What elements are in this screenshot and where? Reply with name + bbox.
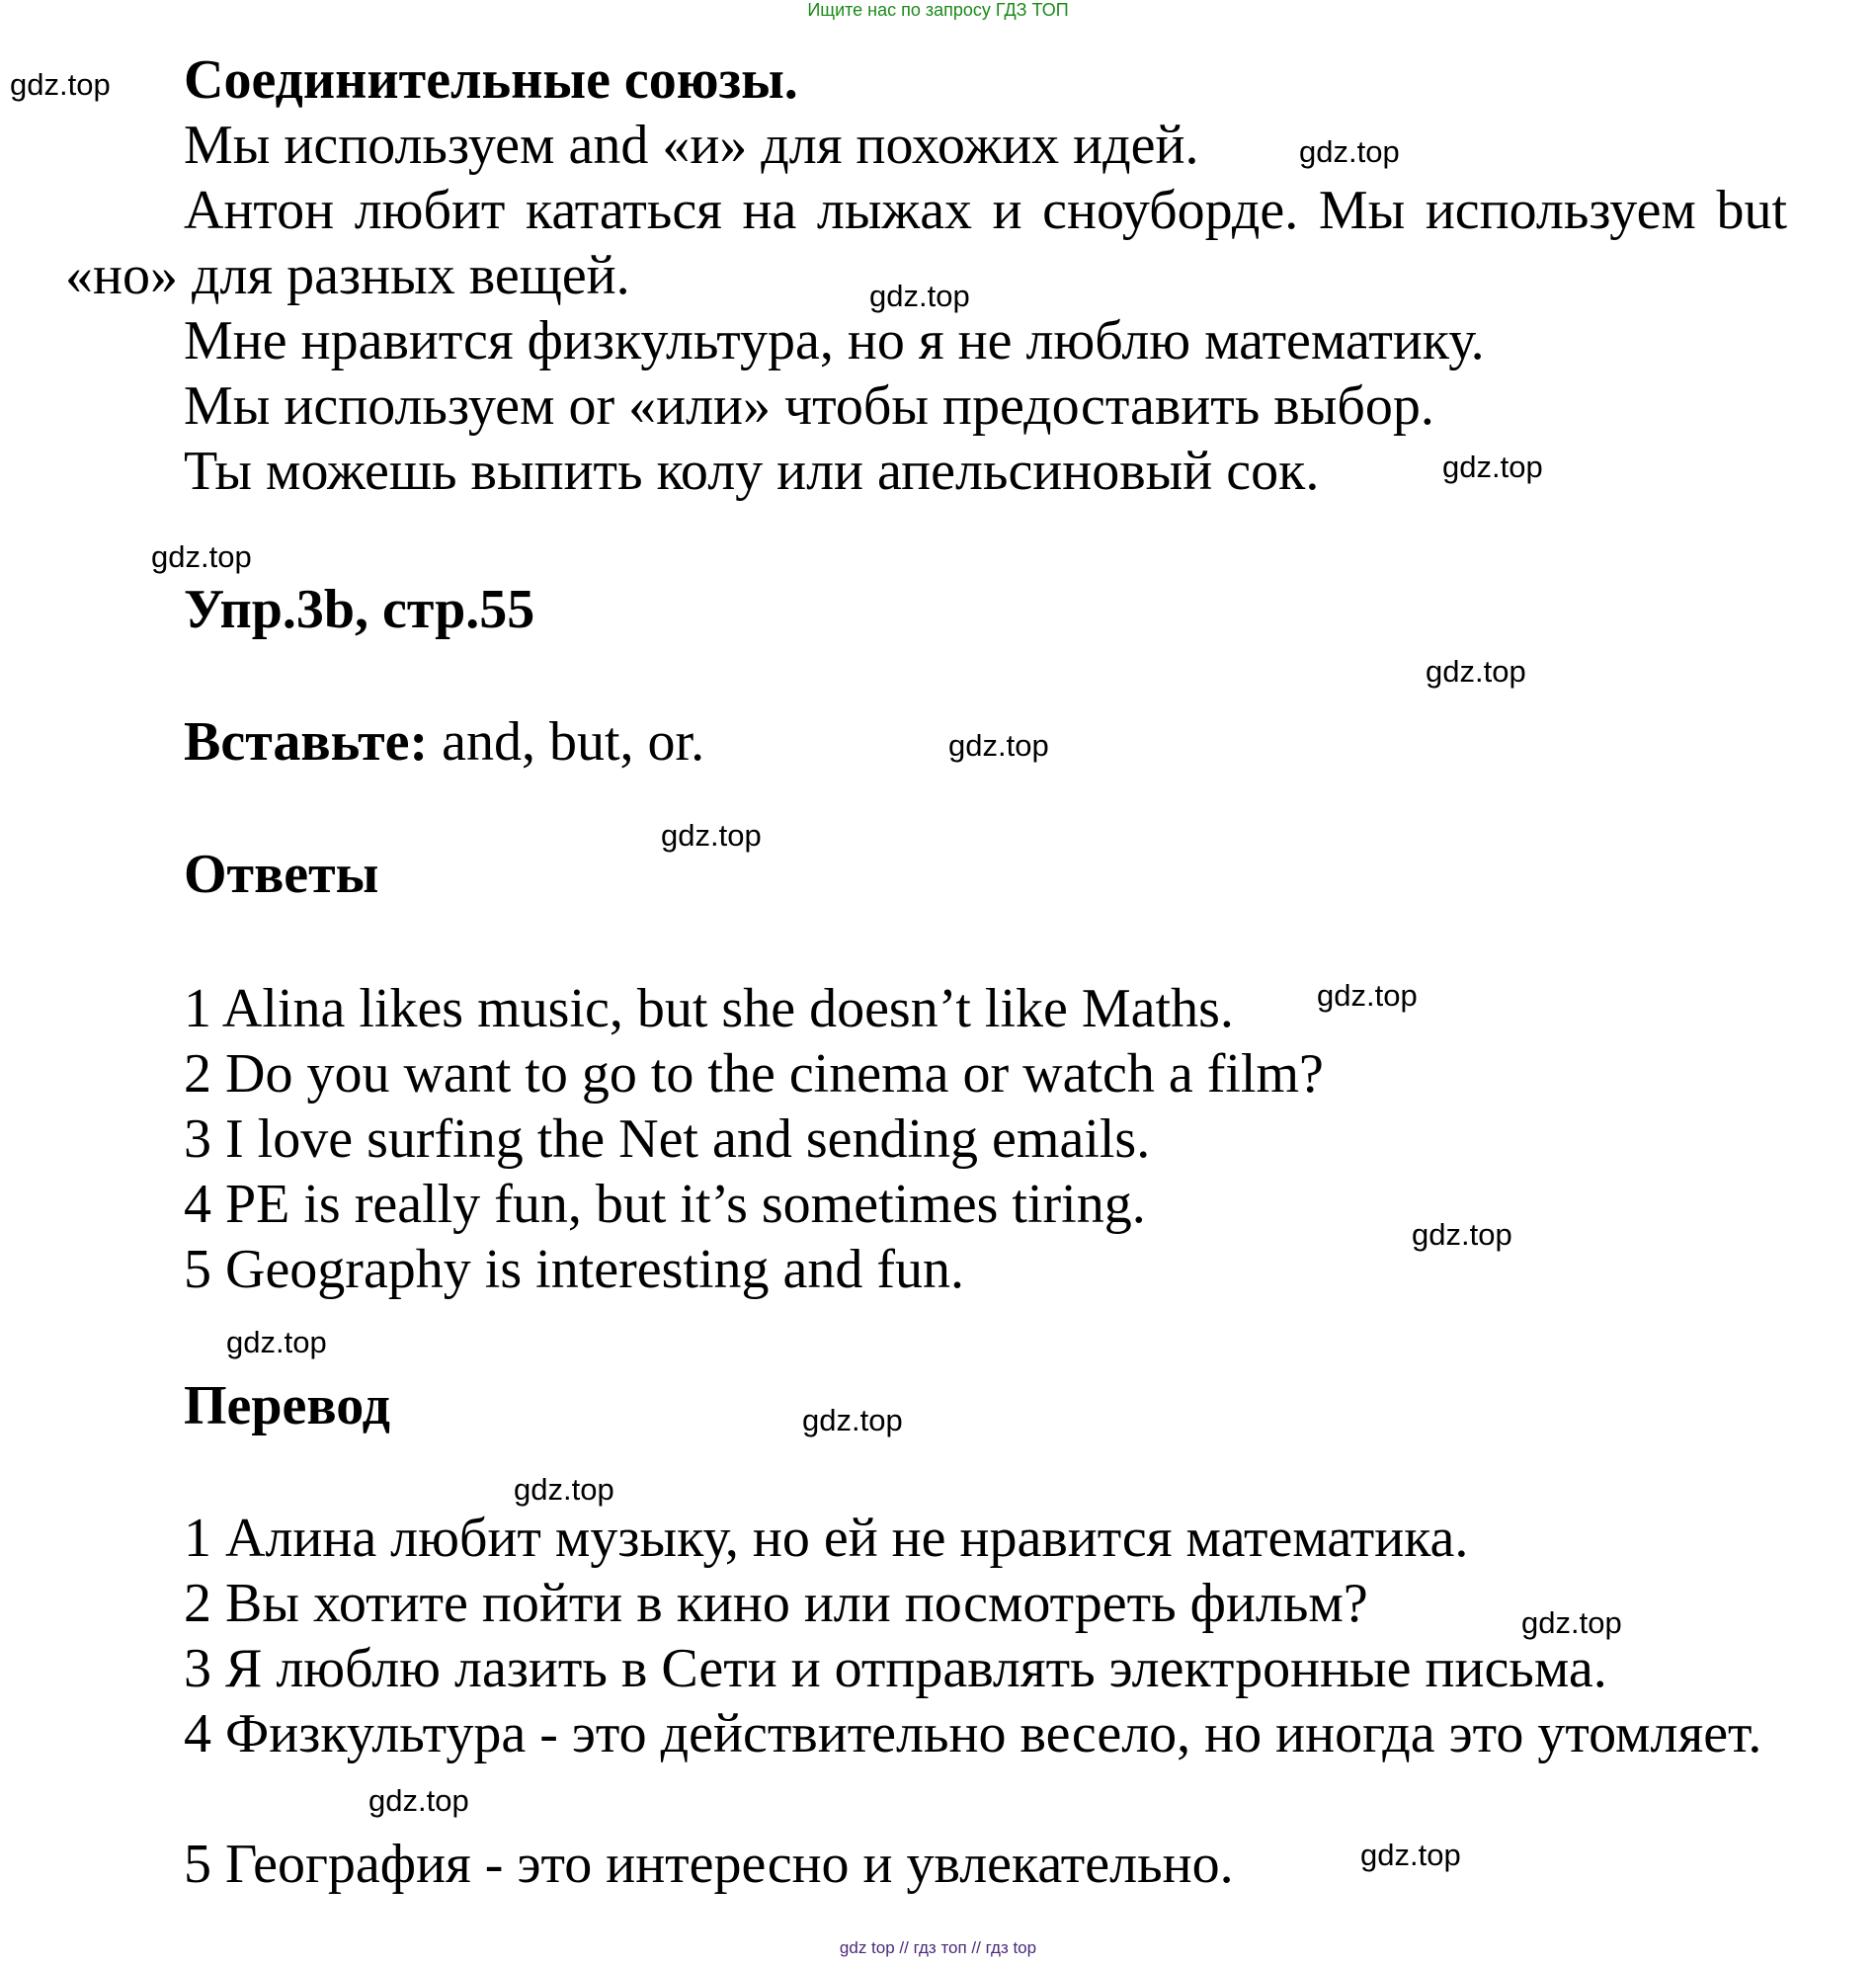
watermark: gdz.top xyxy=(514,1472,614,1507)
intro-line-example-or: Ты можешь выпить колу или апельсиновый сок. xyxy=(184,441,1320,502)
translation-item-5: 5 География - это интересно и увлекательно. xyxy=(184,1834,1234,1895)
watermark: gdz.top xyxy=(1360,1838,1461,1872)
watermark: gdz.top xyxy=(226,1325,327,1359)
translation-heading: Перевод xyxy=(184,1375,390,1436)
answer-item-3: 3 I love surfing the Net and sending emails. xyxy=(184,1108,1151,1170)
intro-paragraph: Антон любит кататься на лыжах и сноуборде. Мы используем but «но» для разных вещей. xyxy=(65,180,1787,306)
watermark: gdz.top xyxy=(1426,654,1526,689)
intro-line-example-but: Мне нравится физкультура, но я не люблю математику. xyxy=(184,310,1485,371)
answer-item-2: 2 Do you want to go to the cinema or watch a film? xyxy=(184,1043,1324,1105)
watermark: gdz.top xyxy=(661,818,762,853)
answer-item-1: 1 Alina likes music, but she doesn’t like Maths. xyxy=(184,978,1234,1039)
watermark: gdz.top xyxy=(151,539,252,574)
watermark: gdz.top xyxy=(1299,134,1400,169)
translation-item-4: 4 Физкультура - это действительно весело, но иногда это утомляет. xyxy=(184,1703,1762,1764)
watermark: gdz.top xyxy=(1317,978,1418,1013)
exercise-heading: Упр.3b, стр.55 xyxy=(184,579,535,640)
bottom-banner-link[interactable]: gdz top // гдз топ // гдз top xyxy=(839,1938,1037,1957)
translation-item-2: 2 Вы хотите пойти в кино или посмотреть фильм? xyxy=(184,1573,1368,1634)
translation-item-3: 3 Я люблю лазить в Сети и отправлять электронные письма. xyxy=(184,1638,1607,1699)
intro-line-or: Мы используем or «или» чтобы предоставить выбор. xyxy=(184,375,1434,437)
top-banner-link[interactable]: Ищите нас по запросу ГДЗ ТОП xyxy=(807,0,1069,20)
watermark: gdz.top xyxy=(1442,450,1543,484)
answer-item-4: 4 PE is really fun, but it’s sometimes tiring. xyxy=(184,1174,1146,1235)
intro-line-and: Мы используем and «и» для похожих идей. xyxy=(184,115,1199,176)
watermark: gdz.top xyxy=(368,1783,469,1818)
watermark: gdz.top xyxy=(10,67,111,102)
watermark: gdz.top xyxy=(948,728,1049,763)
watermark: gdz.top xyxy=(802,1403,903,1437)
answer-item-5: 5 Geography is interesting and fun. xyxy=(184,1239,965,1300)
answers-heading: Ответы xyxy=(184,844,379,905)
watermark: gdz.top xyxy=(1412,1217,1512,1252)
exercise-instruction xyxy=(184,709,704,775)
instruction-label: Вставьте: xyxy=(184,711,429,773)
watermark: gdz.top xyxy=(1521,1605,1622,1640)
instruction-words: and, but, or. xyxy=(428,711,705,773)
translation-item-1: 1 Алина любит музыку, но ей не нравится математика. xyxy=(184,1508,1469,1569)
watermark: gdz.top xyxy=(869,279,970,313)
section-title: Соединительные союзы. xyxy=(184,49,798,111)
